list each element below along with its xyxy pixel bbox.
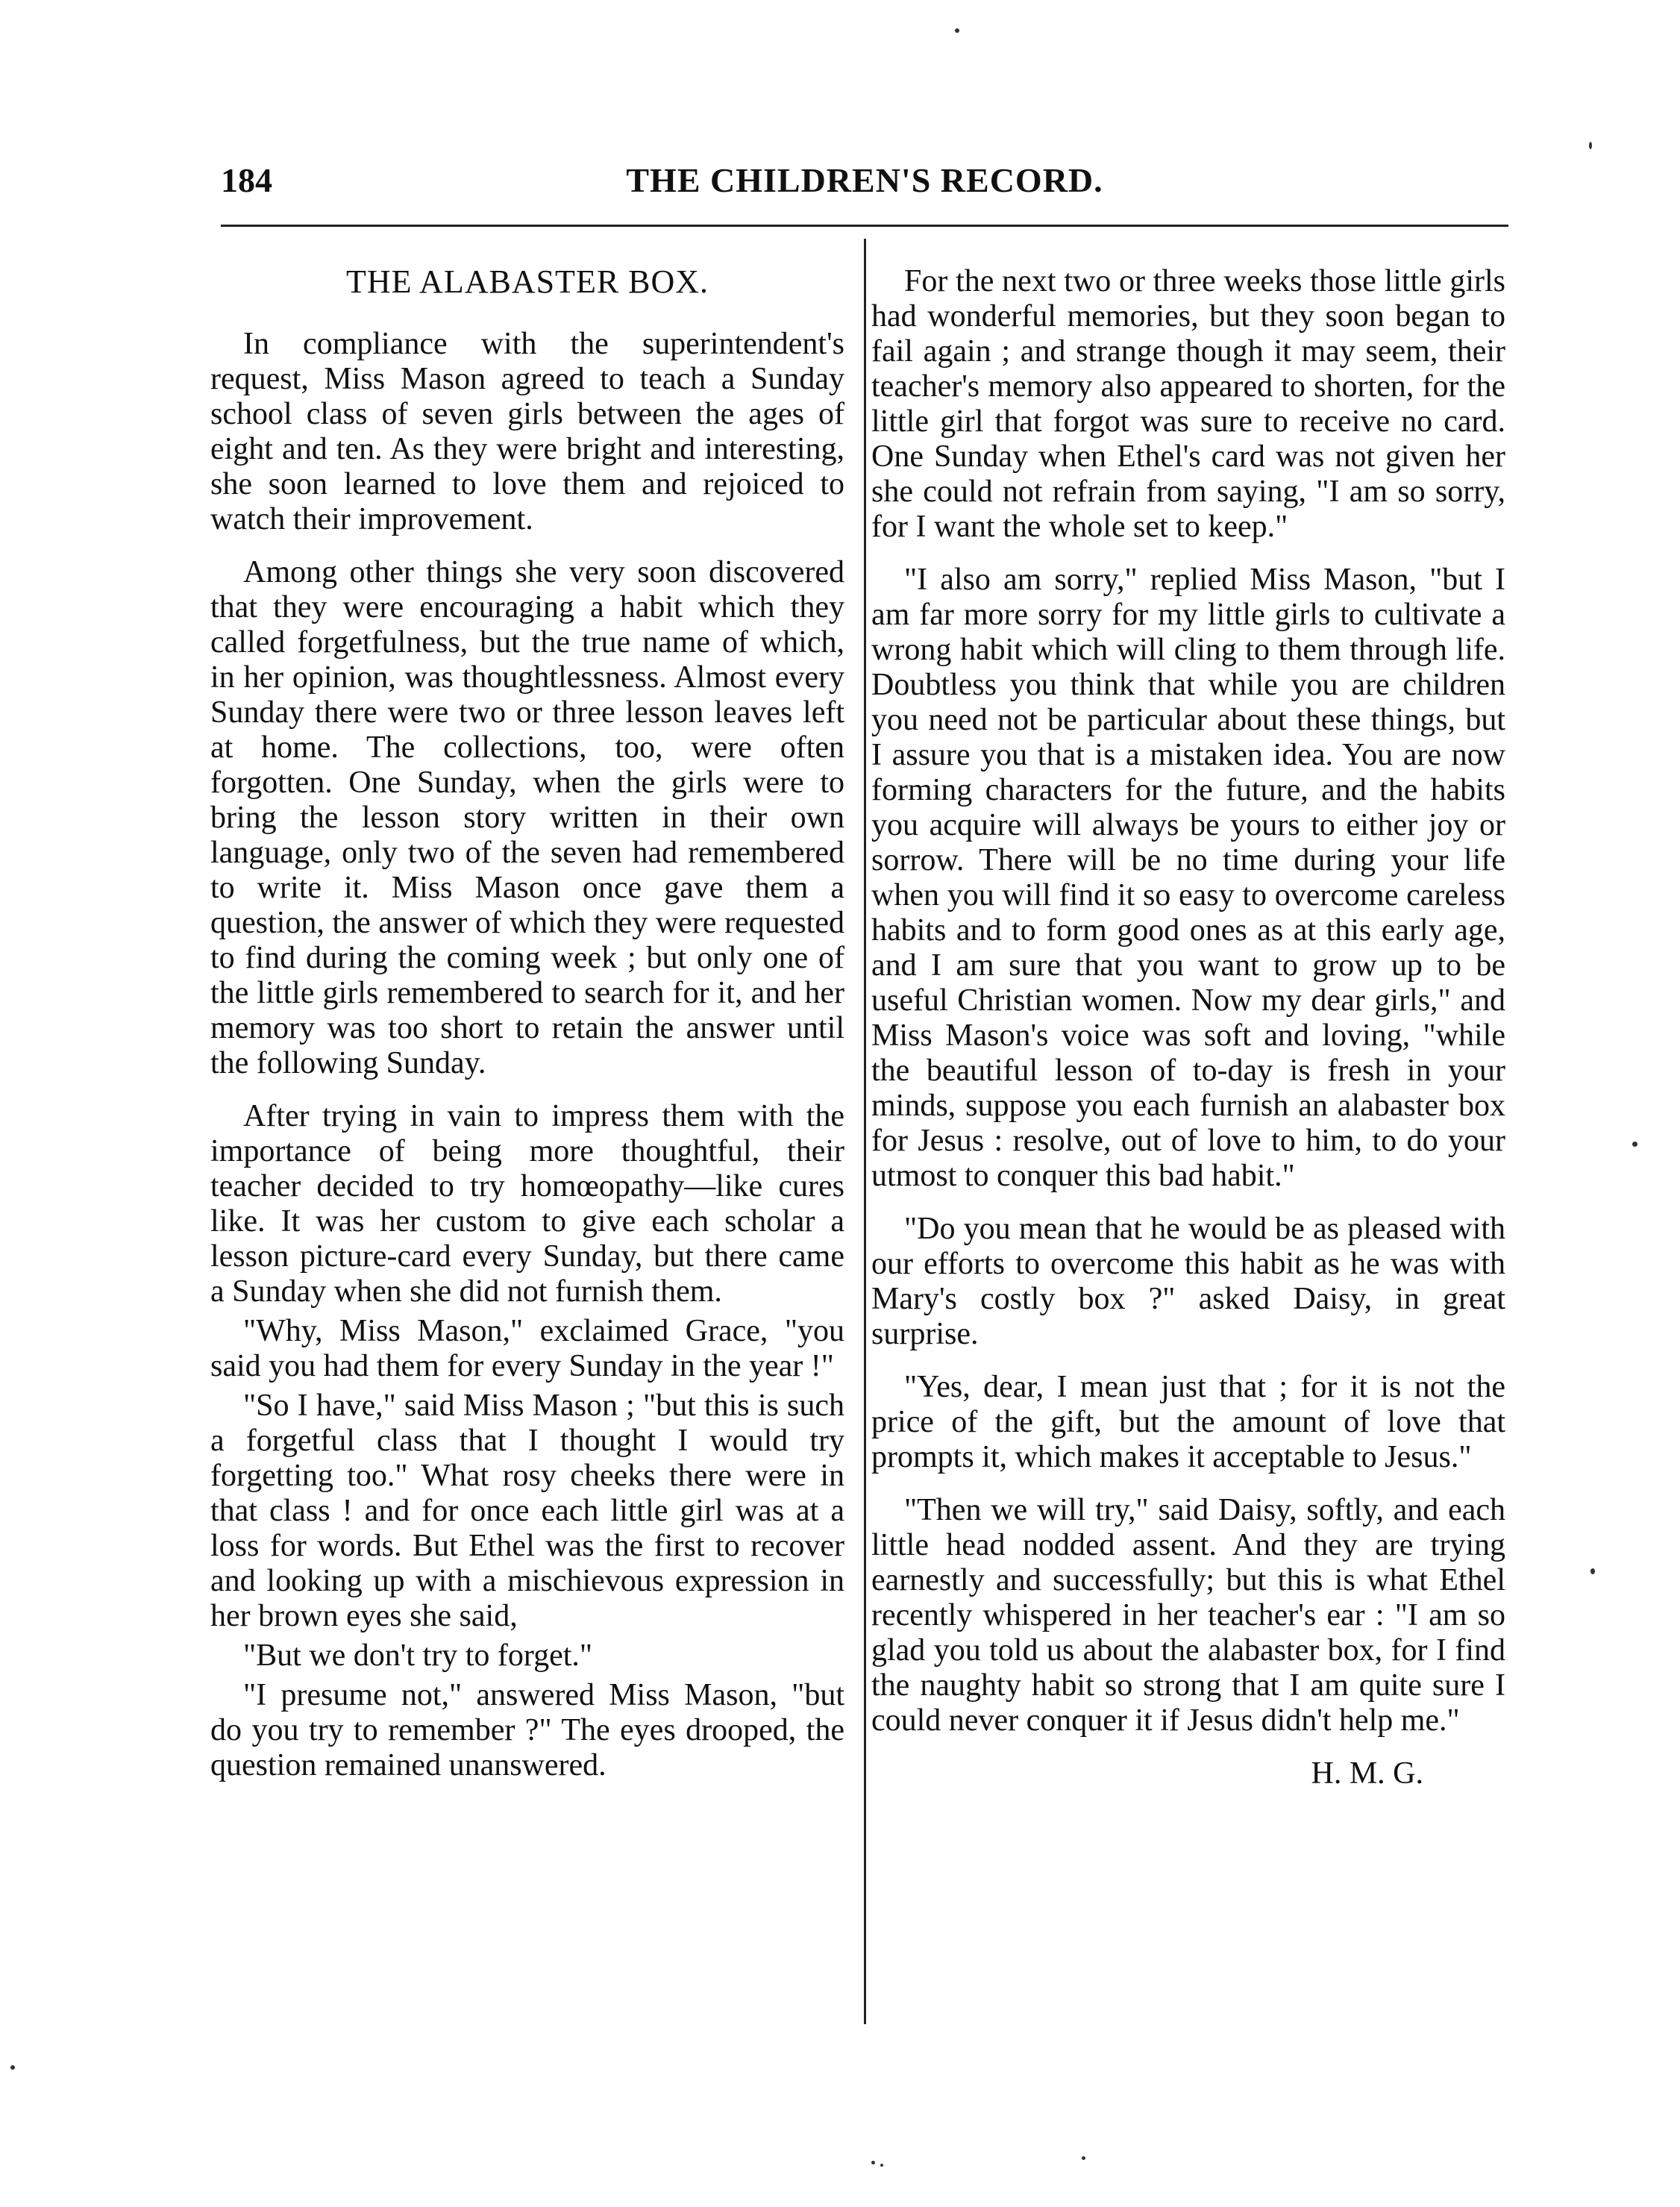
running-title: THE CHILDREN'S RECORD. [626, 161, 1103, 199]
author-signature: H. M. G. [1311, 1756, 1423, 1791]
scan-speck [871, 2161, 875, 2164]
scan-speck [1589, 142, 1592, 149]
scan-speck [880, 2164, 883, 2167]
scan-speck [1082, 2156, 1085, 2160]
paragraph: Among other things she very soon discovered that they were encouraging a habit which they called forgetfulness, but the true name of which, in her opinion, was thoughtlessness. Almost every Sunday there were two or three lesson leaves left at home. The collections, too, were often forgotten. One Sunday, when the girls were to bring the lesson story written in their own language, only two of the seven had remembered to write it. Miss Mason once gave them a question, the answer of which they were requested to find during the coming week ; but only one of the little girls remembered to search for it, and her memory was too short to retain the answer until the following Sunday. [210, 555, 844, 1080]
paragraph: "Then we will try," said Daisy, softly, and each little head nodded assent. And they are trying earnestly and successfully; but this is what Ethel recently whispered in her teacher's ear : "I am so glad you told us about the alabaster box, for I find the naughty habit so strong that I am quite sure I could never conquer it if Jesus didn't help me." [871, 1493, 1505, 1738]
paragraph: After trying in vain to impress them with the importance of being more thoughtful, their teacher decided to try homœopathy—like cures like. It was her custom to give each scholar a lesson picture-card every Sunday, but there came a Sunday when she did not furnish them. [210, 1099, 844, 1309]
paragraph: "Do you mean that he would be as pleased with our efforts to overcome this habit as he was with Mary's costly box ?" asked Daisy, in great surprise. [871, 1212, 1505, 1351]
page-number: 184 [221, 161, 272, 199]
article-title: THE ALABASTER BOX. [345, 263, 709, 300]
paragraph: "Why, Miss Mason," exclaimed Grace, "you said you had them for every Sunday in the year !" [210, 1314, 844, 1383]
scan-speck [10, 2065, 15, 2070]
paragraph: "Yes, dear, I mean just that ; for it is not the price of the gift, but the amount of love that prompts it, which makes it acceptable to Jesus." [871, 1370, 1505, 1474]
page-header [221, 160, 1508, 213]
paragraph: "I also am sorry," replied Miss Mason, "but I am far more sorry for my little girls to cultivate a wrong habit which will cling to them through life. Doubtless you think that while you are children you need not be particular about these things, but I assure you that is a mistaken idea. You are now forming characters for the future, and the habits you acquire will always be yours to either joy or sorrow. There will be no time during your life when you will find it so easy to overcome careless habits and to form good ones as at this early age, and I am sure that you want to grow up to be useful Christian women. Now my dear girls," and Miss Mason's voice was soft and loving, "while the beautiful lesson of to-day is fresh in your minds, suppose you each furnish an alabaster box for Jesus : resolve, out of love to him, to do your utmost to conquer this bad habit." [871, 563, 1505, 1193]
column-divider [864, 239, 866, 2024]
paragraph: "So I have," said Miss Mason ; "but this is such a forgetful class that I thought I would try forgetting too." What rosy cheeks there were in that class ! and for once each little girl was at a loss for words. But Ethel was the first to recover and looking up with a mischievous expression in her brown eyes she said, [210, 1389, 844, 1633]
paragraph: In compliance with the superintendent's request, Miss Mason agreed to teach a Sunday school class of seven girls between the ages of eight and ten. As they were bright and interesting, she soon learned to love them and rejoiced to watch their improvement. [210, 327, 844, 536]
left-column [210, 264, 844, 1788]
header-rule [221, 225, 1508, 227]
scan-speck [1590, 1568, 1595, 1574]
paragraph: "But we don't try to forget." [243, 1638, 593, 1673]
scan-speck [955, 28, 959, 33]
paragraph: For the next two or three weeks those little girls had wonderful memories, but they soon began to fail again ; and strange though it may seem, their teacher's memory also appeared to shorten, for the little girl that forgot was sure to receive no card. One Sunday when Ethel's card was not given her she could not refrain from saying, "I am so sorry, for I want the whole set to keep." [871, 264, 1505, 544]
paragraph: "I presume not," answered Miss Mason, "but do you try to remember ?" The eyes drooped, the question remained unanswered. [210, 1678, 844, 1782]
scan-speck [1632, 1142, 1637, 1147]
right-column [871, 264, 1505, 1791]
